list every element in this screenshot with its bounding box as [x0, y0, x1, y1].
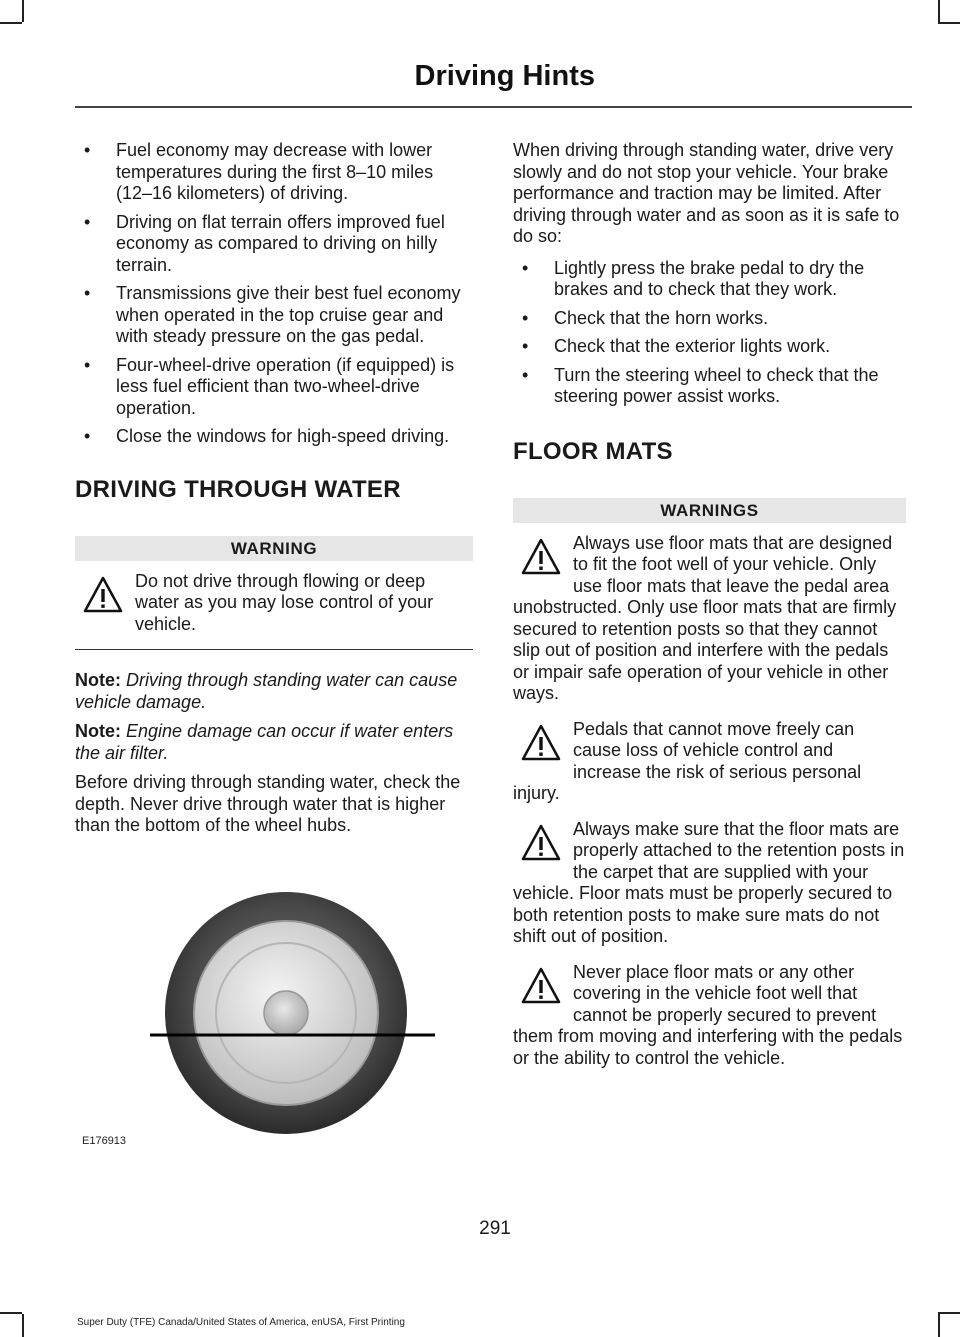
list-item: • Fuel economy may decrease with lower temperatures during the first 8–10 miles (12–16 kilometers) of driving. [75, 140, 473, 205]
body-paragraph: When driving through standing water, drive very slowly and do not stop your vehicle. Your brake performance and traction may be limited. After driving through water and as soon as it is safe to do so: [513, 140, 900, 246]
page-number: 291 [479, 1218, 511, 1239]
header-rule [75, 106, 912, 108]
warning-triangle-icon [521, 537, 561, 577]
warning-block [513, 962, 906, 1070]
note [75, 721, 473, 764]
hub [264, 991, 308, 1035]
list-item: • Close the windows for high-speed driving. [75, 426, 473, 448]
section-heading-floor-mats: FLOOR MATS [513, 437, 673, 465]
section-heading-driving-through-water: DRIVING THROUGH WATER [75, 475, 401, 503]
page-title: Driving Hints [414, 60, 595, 92]
list-item: • Four-wheel-drive operation (if equipped) is less fuel efficient than two-wheel-drive operation. [75, 355, 473, 420]
list-item: • Check that the horn works. [513, 308, 906, 330]
warning-block [513, 533, 906, 705]
crop-mark [0, 1312, 22, 1314]
warning-triangle-icon [83, 575, 123, 615]
warning-triangle-icon [521, 723, 561, 763]
note-text: Driving through standing water can cause vehicle damage. [75, 670, 458, 712]
footer-text: Super Duty (TFE) Canada/United States of America, enUSA, First Printing [77, 1317, 405, 1328]
warning-rule [75, 649, 473, 650]
note-label: Note: [75, 721, 121, 741]
note-label: Note: [75, 670, 121, 690]
after-water-checklist [513, 258, 906, 408]
warning-text: Always make sure that the floor mats are properly attached to the retention posts in the carpet that are supplied with your vehicle. Floor mats must be properly secured to both retention posts to make sure mats do not shift out of position. [513, 818, 905, 946]
crop-mark [938, 1312, 960, 1314]
right-column [513, 140, 906, 1083]
crop-mark [22, 1314, 24, 1337]
crop-mark [938, 0, 940, 22]
warnings-header: WARNINGS [513, 498, 906, 523]
wheel-hub-water-figure [75, 851, 473, 1161]
warning-block [513, 819, 906, 948]
warning-header: WARNING [75, 536, 473, 561]
warning-text: Always use floor mats that are designed to fit the foot well of your vehicle. Only use floor mats that leave the pedal area unobstructed. Only use floor mats that are firmly secured to retention posts so that they cannot slip out of position and interfere with the pedals or impair safe operation of your vehicle in other ways. [513, 532, 897, 703]
figure-code: E176913 [82, 1135, 127, 1147]
warning-block [513, 719, 906, 805]
crop-mark [0, 22, 22, 24]
list-item: • Check that the exterior lights work. [513, 336, 906, 358]
left-column [75, 140, 473, 1161]
note [75, 670, 473, 713]
warning-text: Never place floor mats or any other covering in the vehicle foot well that cannot be properly secured to prevent them from moving and interfering with the pedals or the ability to control the vehicle. [513, 961, 903, 1068]
body-paragraph: Before driving through standing water, check the depth. Never drive through water that is higher than the bottom of the wheel hubs. [75, 772, 461, 835]
list-item: • Transmissions give their best fuel economy when operated in the top cruise gear and with steady pressure on the gas pedal. [75, 283, 473, 348]
crop-mark [22, 0, 24, 22]
warning-triangle-icon [521, 823, 561, 863]
warning-triangle-icon [521, 966, 561, 1006]
list-item: • Driving on flat terrain offers improved fuel economy as compared to driving on hilly terrain. [75, 212, 473, 277]
fuel-economy-list [75, 140, 473, 448]
note-text: Engine damage can occur if water enters the air filter. [75, 721, 454, 763]
list-item: • Turn the steering wheel to check that the steering power assist works. [513, 365, 906, 408]
warning-text: Pedals that cannot move freely can cause loss of vehicle control and increase the risk of serious personal injury. [513, 718, 862, 803]
list-item: • Lightly press the brake pedal to dry the brakes and to check that they work. [513, 258, 906, 301]
warning-block [75, 571, 473, 636]
wheel-illustration [75, 851, 473, 1161]
crop-mark [938, 22, 960, 24]
warning-text: Do not drive through flowing or deep water as you may lose control of your vehicle. [135, 570, 434, 634]
crop-mark [938, 1314, 940, 1337]
